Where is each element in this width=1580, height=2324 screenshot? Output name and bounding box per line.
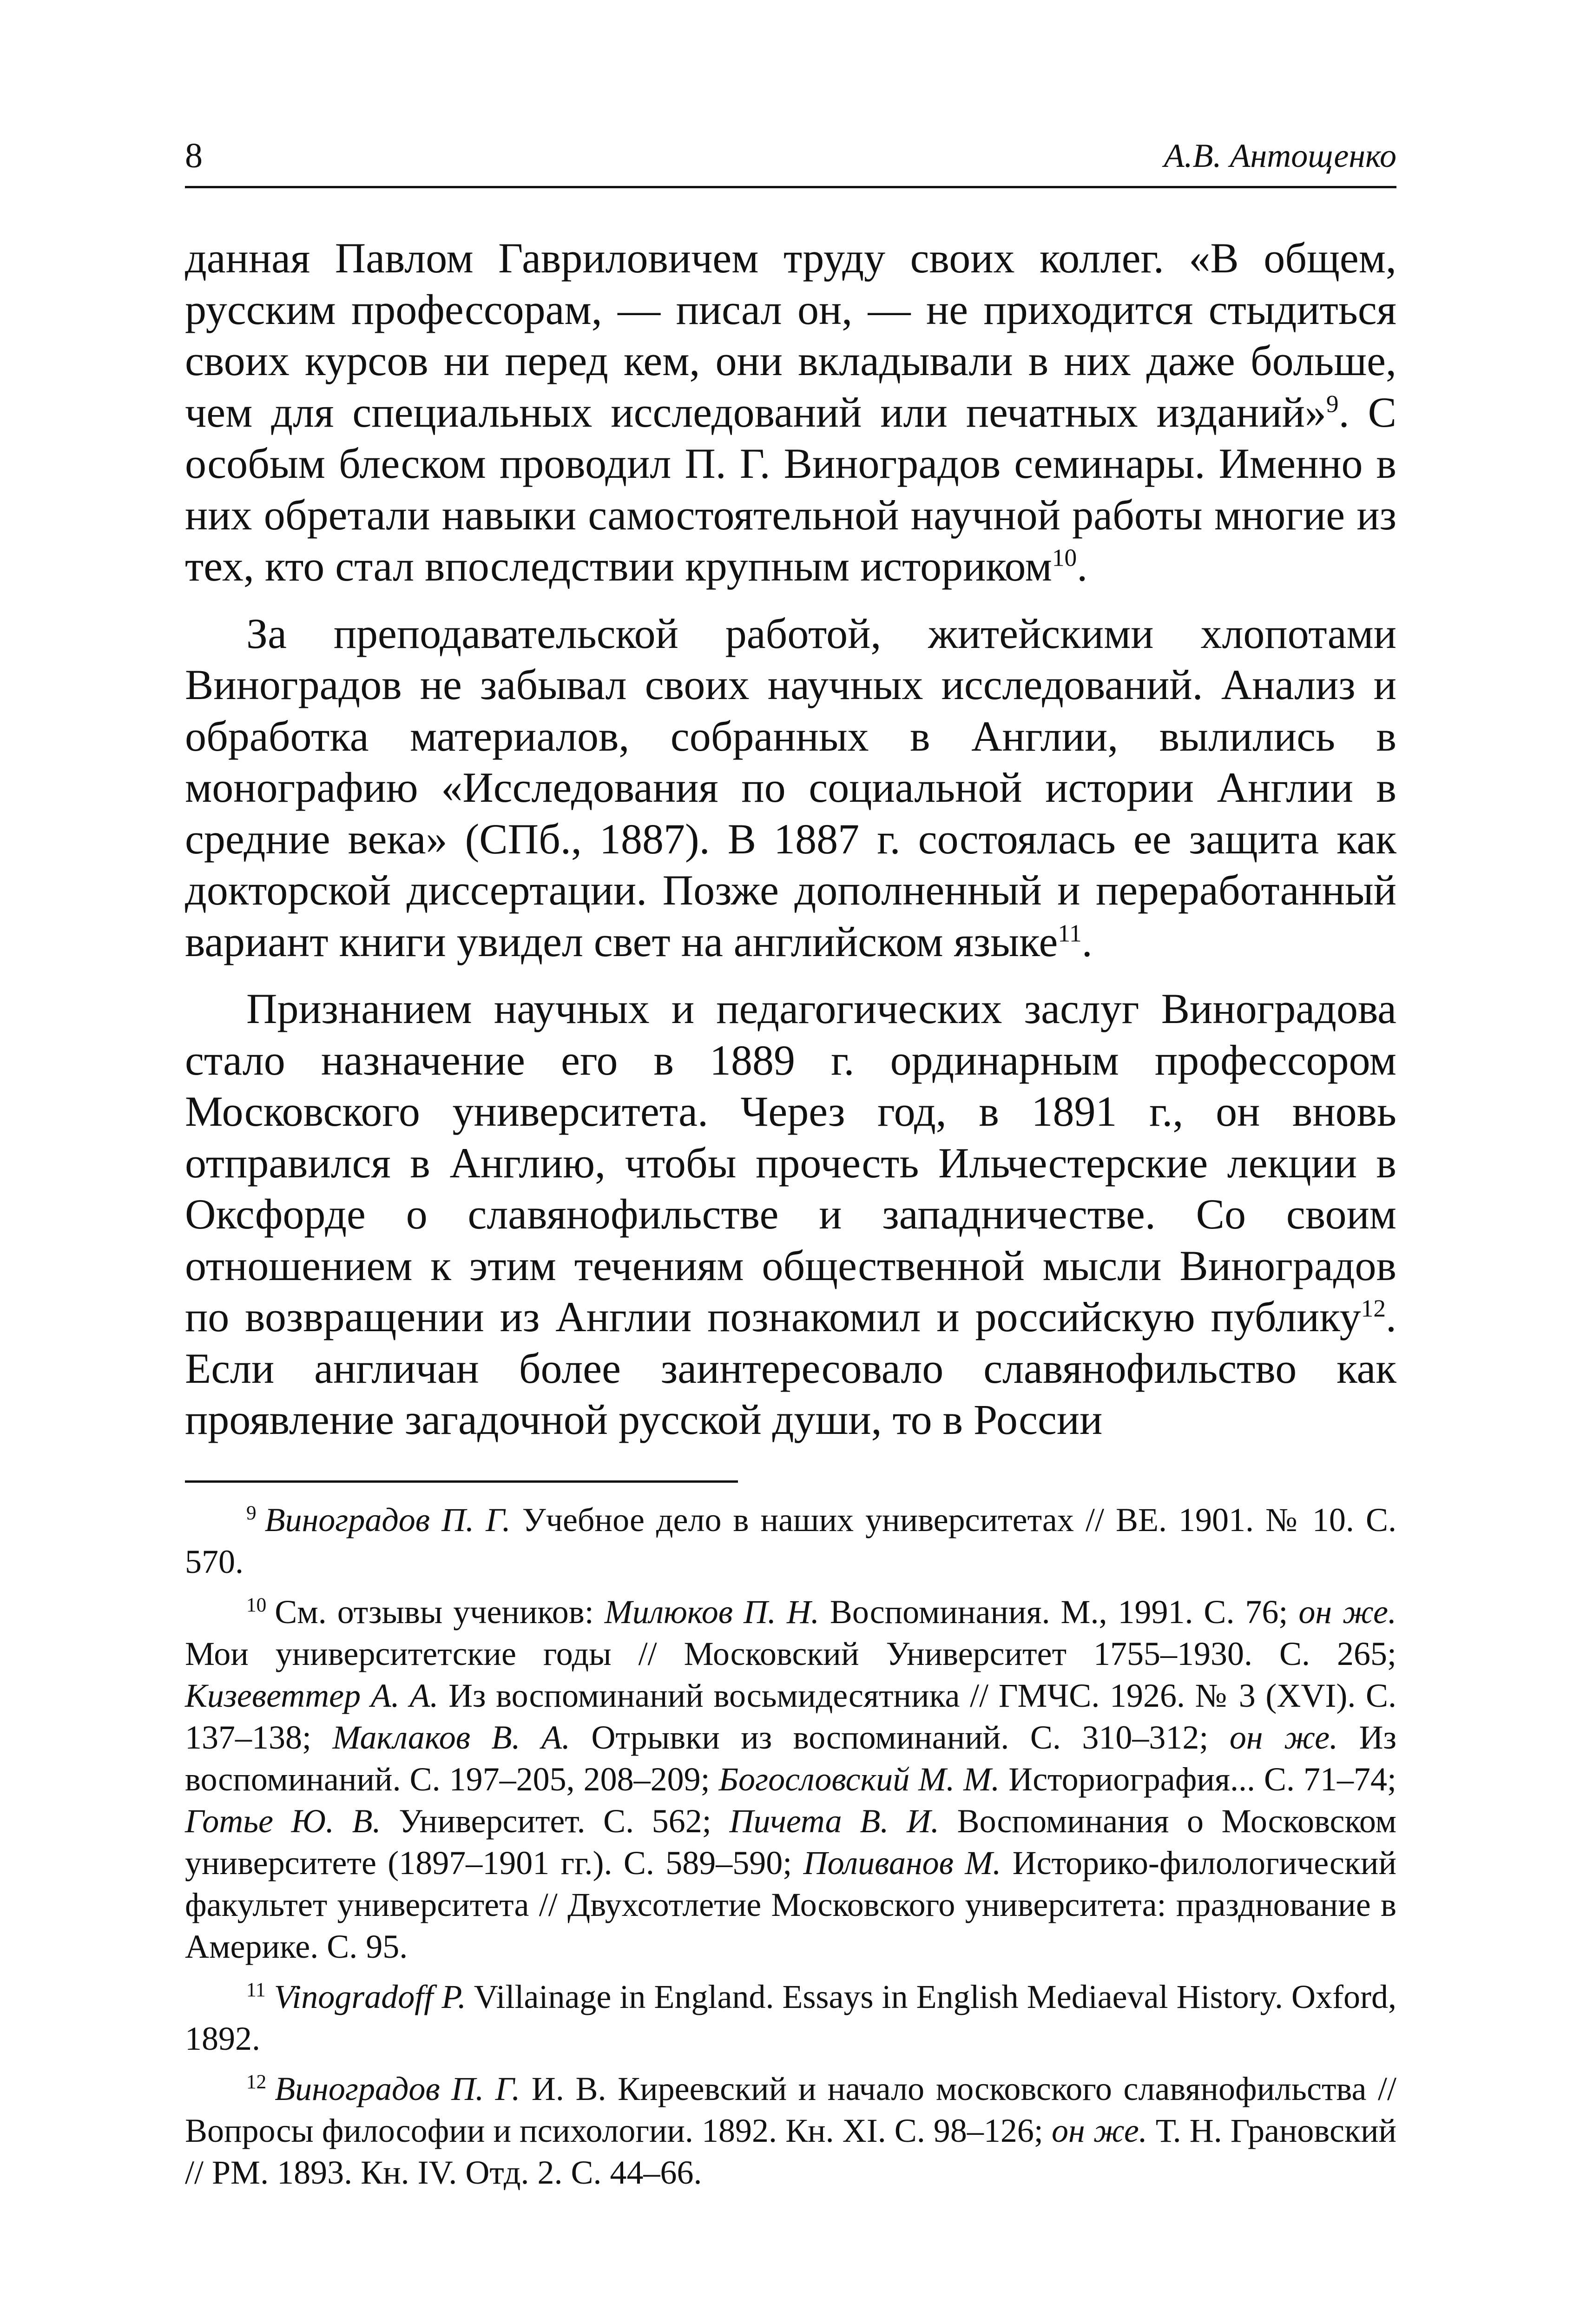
- footnote-10-text-9: Историко-филологический факультет университета // Двухсотлетие Московского университета: празднование в Америке. С. 95.: [185, 1844, 1396, 1965]
- footnote-10-text-0: См. отзывы учеников:: [275, 1593, 605, 1631]
- footnote-10-author-9: Поливанов М.: [803, 1844, 1001, 1882]
- footnote-10-author-1: Милюков П. Н.: [604, 1593, 819, 1631]
- paragraph-1-text-3: .: [1077, 542, 1088, 590]
- running-head: [185, 132, 1396, 188]
- footnotes: [185, 1499, 1396, 2202]
- paragraph-3: [185, 983, 1396, 1446]
- footnote-11-number: 11: [246, 1979, 266, 2001]
- footnote-9-author: Виноградов П. Г.: [264, 1501, 511, 1538]
- footnote-10-author-7: Готье Ю. В.: [185, 1802, 381, 1840]
- footnote-10-text-8: Воспоминания о Московском университете (1897–1901 гг.). С. 589–590;: [185, 1802, 1397, 1882]
- paragraph-1: [185, 232, 1396, 592]
- paragraph-1-text-2: . С особым блеском проводил П. Г. Виноградов семинары. Именно в них обретали навыки самостоятельной научной работы многие из тех, кто стал впоследствии крупным историком: [185, 388, 1396, 590]
- footnote-12-number: 12: [246, 2071, 267, 2093]
- footnote-separator: [185, 1480, 738, 1483]
- footnote-12-author-1: Виноградов П. Г.: [275, 2070, 520, 2107]
- paragraph-3-text-2: . Если англичан более заинтересовало славянофильство как проявление загадочной русской души, то в России: [185, 1293, 1396, 1443]
- footnote-12: [185, 2068, 1396, 2193]
- footnote-10: [185, 1591, 1396, 1967]
- footnote-ref-11: 11: [1058, 918, 1082, 947]
- footnote-10-number: 10: [246, 1594, 267, 1616]
- footnote-10-text-3: Из воспоминаний восьмидесятника // ГМЧС. 1926. № 3 (XVI). С. 137–138;: [185, 1677, 1397, 1756]
- footnote-ref-9: 9: [1326, 389, 1339, 417]
- footnote-ref-10: 10: [1052, 543, 1077, 572]
- footnote-9-text: Учебное дело в наших университетах // ВЕ. 1901. № 10. С. 570.: [185, 1501, 1396, 1580]
- page-number: 8: [185, 136, 203, 175]
- footnote-10-author-5: он же.: [1229, 1719, 1338, 1756]
- footnote-10-author-4: Маклаков В. А.: [332, 1719, 571, 1756]
- footnote-10-text-7: Университет. С. 562;: [381, 1802, 730, 1840]
- footnote-ref-12: 12: [1361, 1294, 1386, 1322]
- footnote-12-author-2: он же.: [1052, 2112, 1147, 2149]
- footnote-11-text: Villainage in England. Essays in English Mediaeval History. Oxford, 1892.: [185, 1978, 1396, 2057]
- footnote-10-author-8: Пичета В. И.: [729, 1802, 939, 1840]
- footnote-10-author-2: он же.: [1298, 1593, 1396, 1631]
- footnote-12-text-1: И. В. Киреевский и начало московского славянофильства // Вопросы философии и психологии. 1892. Кн. XI. С. 98–126;: [185, 2070, 1396, 2149]
- footnote-10-text-6: Историография... С. 71–74;: [1000, 1761, 1396, 1798]
- main-text: [185, 232, 1396, 1461]
- footnote-10-author-6: Богословский М. М.: [718, 1761, 1000, 1798]
- paragraph-1-text-1: данная Павлом Гавриловичем труду своих коллег. «В общем, русским профессорам, — писал он, — не приходится стыдиться своих курсов ни перед кем, они вкладывали в них даже больше, чем для специальных исследований или печатных изданий»: [185, 234, 1396, 436]
- footnote-12-text-2: Т. Н. Грановский // РМ. 1893. Кн. IV. Отд. 2. С. 44–66.: [185, 2112, 1397, 2191]
- running-head-author: А.В. Антощенко: [1164, 137, 1396, 174]
- footnote-10-text-4: Отрывки из воспоминаний. С. 310–312;: [570, 1719, 1230, 1756]
- footnote-9: [185, 1499, 1396, 1583]
- footnote-10-text-1: Воспоминания. М., 1991. С. 76;: [819, 1593, 1299, 1631]
- paragraph-2-text-2: .: [1081, 918, 1093, 965]
- footnote-10-text-5: Из воспоминаний. С. 197–205, 208–209;: [185, 1719, 1397, 1798]
- footnote-10-author-3: Кизеветтер А. А.: [185, 1677, 439, 1714]
- footnote-9-number: 9: [246, 1502, 257, 1524]
- paragraph-2-text-1: За преподавательской работой, житейскими хлопотами Виноградов не забывал своих научных исследований. Анализ и обработка материалов, собранных в Англии, вылились в монографию «Исследования по социальной истории Англии в средние века» (СПб., 1887). В 1887 г. состоялась ее защита как докторской диссертации. Позже дополненный и переработанный вариант книги увидел свет на английском языке: [185, 609, 1396, 965]
- footnote-11: [185, 1976, 1396, 2060]
- footnote-10-text-2: Мои университетские годы // Московский Университет 1755–1930. С. 265;: [185, 1635, 1396, 1672]
- footnote-11-author: Vinogradoff P.: [274, 1978, 467, 2015]
- paragraph-3-text-1: Признанием научных и педагогических заслуг Виноградова стало назначение его в 1889 г. ординарным профессором Московского университета. Через год, в 1891 г., он вновь отправился в Англию, чтобы прочесть Ильчестерские лекции в Оксфорде о славянофильстве и западничестве. Со своим отношением к этим течениям общественной мысли Виноградов по возвращении из Англии познакомил и российскую публику: [185, 985, 1396, 1340]
- paragraph-2: [185, 608, 1396, 968]
